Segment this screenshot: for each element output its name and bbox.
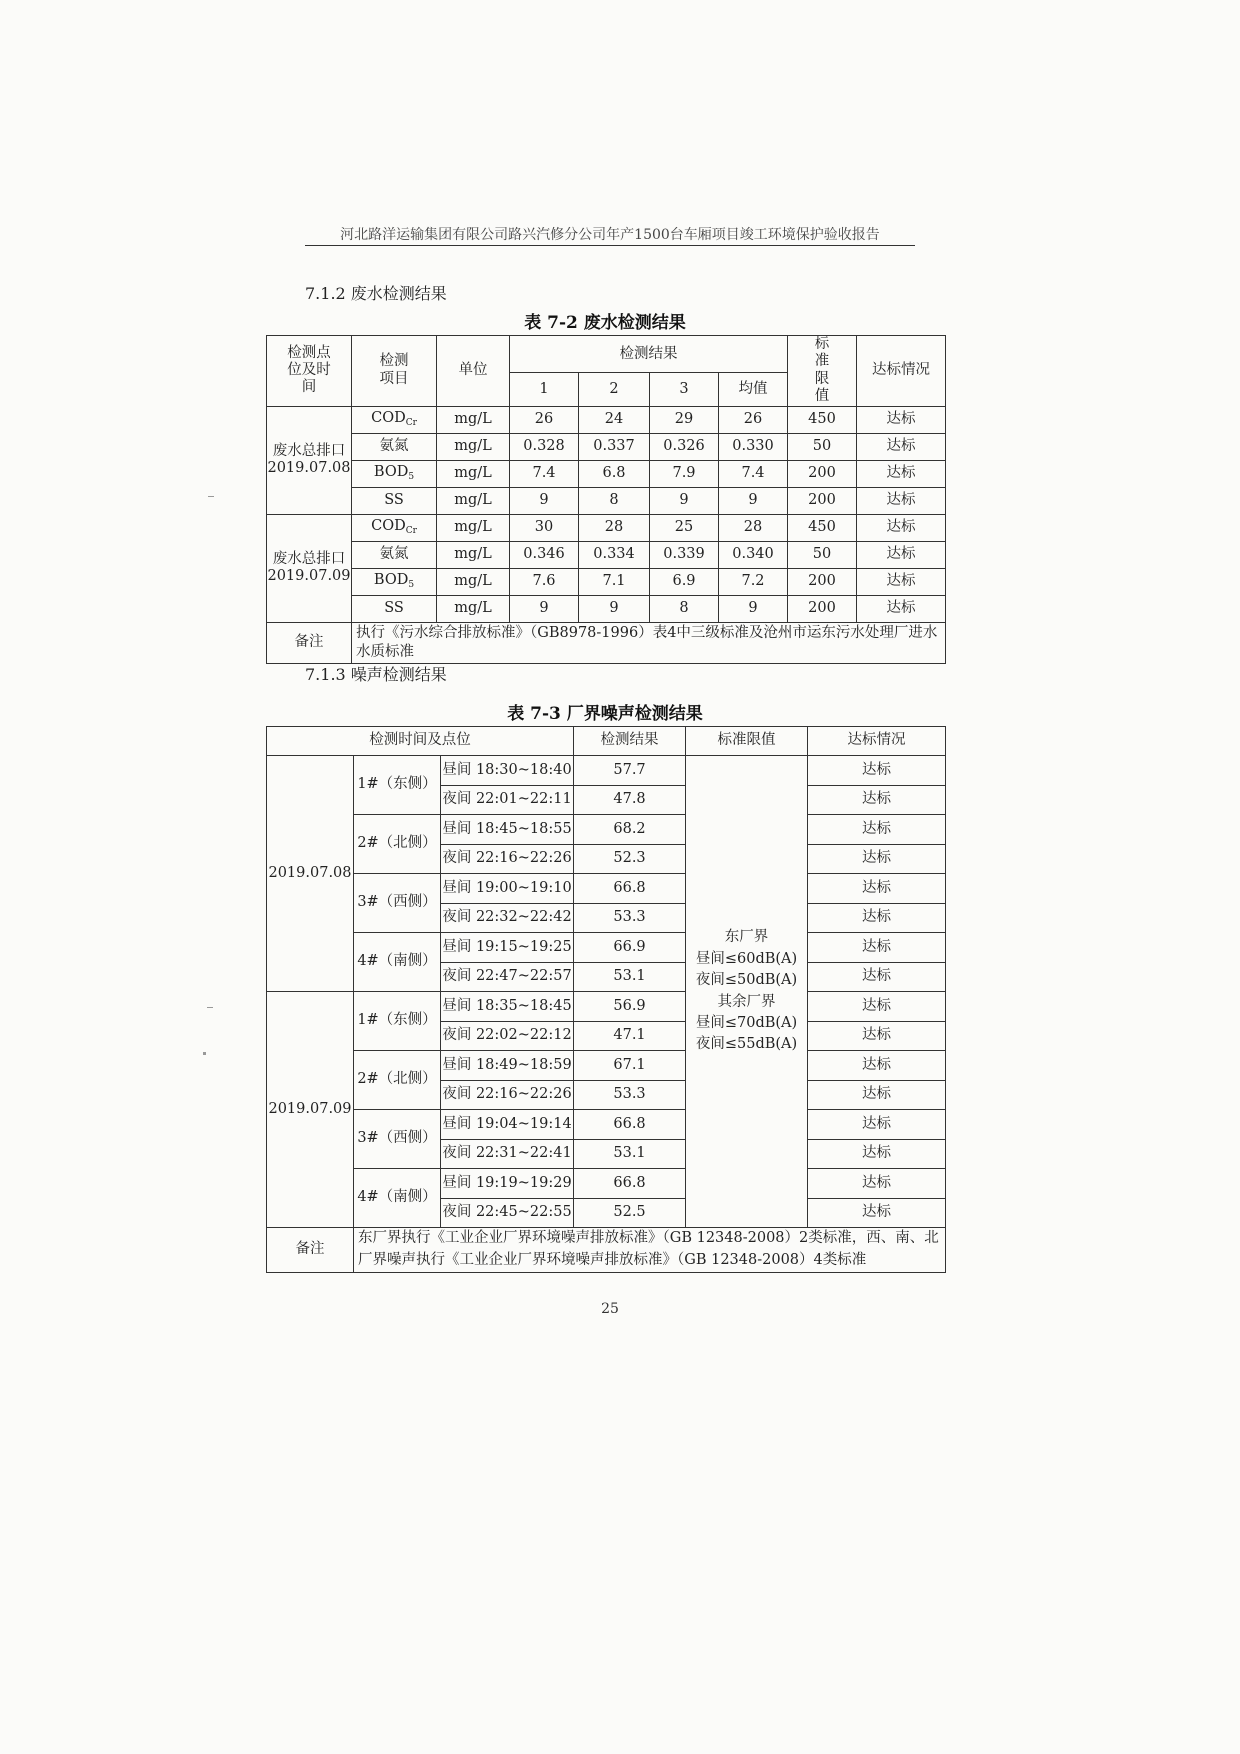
standard-limit-line: 夜间≤55dB(A) — [695, 1036, 798, 1053]
time-cell: 昼间 19:15~19:25 — [441, 933, 574, 963]
table-row — [267, 433, 946, 460]
unit-cell: mg/L — [437, 514, 510, 541]
date-cell: 2019.07.08 — [267, 756, 354, 992]
result-cell: 53.3 — [574, 903, 686, 933]
header-r1: 1 — [510, 373, 579, 406]
item-name: COD — [371, 410, 406, 427]
note-label: 备注 — [267, 1228, 354, 1273]
scan-mark — [208, 496, 214, 497]
result-1-cell: 26 — [510, 406, 579, 433]
time-cell: 昼间 18:30~18:40 — [441, 756, 574, 786]
table-caption-wastewater: 表 7-2 废水检测结果 — [524, 313, 686, 333]
result-2-cell: 0.337 — [579, 433, 650, 460]
header-item: 检测项目 — [352, 336, 437, 407]
time-cell: 夜间 22:02~22:12 — [441, 1021, 574, 1051]
result-cell: 66.8 — [574, 1110, 686, 1140]
status-cell: 达标 — [808, 933, 946, 963]
header-result: 检测结果 — [574, 727, 686, 756]
item-cell — [352, 541, 437, 568]
status-cell: 达标 — [857, 541, 946, 568]
point-cell: 2#（北侧） — [354, 1051, 441, 1110]
table-row — [267, 1110, 946, 1140]
result-1-cell: 0.346 — [510, 541, 579, 568]
status-cell: 达标 — [857, 406, 946, 433]
date-cell: 2019.07.09 — [267, 992, 354, 1228]
limit-cell: 50 — [788, 433, 857, 460]
result-1-cell: 9 — [510, 487, 579, 514]
average-cell: 9 — [719, 595, 788, 622]
noise-table — [266, 726, 946, 1273]
sampling-point-cell — [267, 514, 352, 622]
status-cell: 达标 — [808, 1051, 946, 1081]
status-cell: 达标 — [857, 514, 946, 541]
standard-limit-line: 昼间≤70dB(A) — [695, 1014, 798, 1031]
sample-date: 2019.07.09 — [267, 568, 351, 585]
point-cell: 2#（北侧） — [354, 815, 441, 874]
average-cell: 9 — [719, 487, 788, 514]
status-cell: 达标 — [808, 1198, 946, 1228]
status-cell: 达标 — [808, 1110, 946, 1140]
time-cell: 昼间 19:19~19:29 — [441, 1169, 574, 1199]
item-cell — [352, 406, 437, 433]
result-cell: 53.1 — [574, 1139, 686, 1169]
header-status: 达标情况 — [857, 336, 946, 407]
limit-cell: 50 — [788, 541, 857, 568]
table-row — [267, 595, 946, 622]
status-cell: 达标 — [808, 1169, 946, 1199]
time-cell: 夜间 22:45~22:55 — [441, 1198, 574, 1228]
scan-mark — [203, 1052, 206, 1055]
result-2-cell: 28 — [579, 514, 650, 541]
result-cell: 56.9 — [574, 992, 686, 1022]
header-avg: 均值 — [719, 373, 788, 406]
item-name: BOD — [373, 572, 409, 589]
average-cell: 26 — [719, 406, 788, 433]
average-cell: 7.2 — [719, 568, 788, 595]
time-cell: 夜间 22:47~22:57 — [441, 962, 574, 992]
time-cell: 昼间 18:45~18:55 — [441, 815, 574, 845]
unit-cell: mg/L — [437, 487, 510, 514]
result-3-cell: 8 — [650, 595, 719, 622]
limit-cell: 450 — [788, 514, 857, 541]
point-cell: 4#（南侧） — [354, 933, 441, 992]
note-label: 备注 — [267, 622, 352, 663]
item-name: SS — [384, 599, 404, 616]
average-cell: 0.340 — [719, 541, 788, 568]
time-cell: 夜间 22:16~22:26 — [441, 844, 574, 874]
sample-date: 2019.07.08 — [267, 460, 351, 477]
result-3-cell: 29 — [650, 406, 719, 433]
table-row — [267, 541, 946, 568]
header-status: 达标情况 — [808, 727, 946, 756]
sampling-point-cell — [267, 406, 352, 514]
item-subscript: 5 — [408, 580, 415, 591]
result-2-cell: 24 — [579, 406, 650, 433]
table-row — [267, 406, 946, 433]
average-cell: 7.4 — [719, 460, 788, 487]
item-name: COD — [371, 518, 406, 535]
standard-limit-line: 夜间≤50dB(A) — [695, 972, 798, 989]
page-number: 25 — [601, 1301, 619, 1317]
header-results: 检测结果 — [510, 336, 788, 373]
status-cell: 达标 — [857, 595, 946, 622]
result-2-cell: 6.8 — [579, 460, 650, 487]
result-cell: 47.1 — [574, 1021, 686, 1051]
time-cell: 昼间 18:49~18:59 — [441, 1051, 574, 1081]
header-limit: 标准限值 — [686, 727, 808, 756]
note-text: 东厂界执行《工业企业厂界环境噪声排放标准》（GB 12348-2008）2类标准，西、南、北厂界噪声执行《工业企业厂界环境噪声排放标准》（GB 12348-2008）4类标准 — [354, 1228, 946, 1273]
status-cell: 达标 — [808, 1021, 946, 1051]
item-subscript: Cr — [405, 526, 417, 537]
result-3-cell: 0.326 — [650, 433, 719, 460]
item-cell — [352, 487, 437, 514]
point-cell: 3#（西侧） — [354, 1110, 441, 1169]
status-cell: 达标 — [808, 1139, 946, 1169]
wastewater-table — [266, 335, 946, 664]
average-cell: 28 — [719, 514, 788, 541]
result-1-cell: 7.6 — [510, 568, 579, 595]
limit-cell: 450 — [788, 406, 857, 433]
result-cell: 52.3 — [574, 844, 686, 874]
status-cell: 达标 — [857, 487, 946, 514]
unit-cell: mg/L — [437, 460, 510, 487]
table-caption-noise: 表 7-3 厂界噪声检测结果 — [507, 704, 703, 724]
unit-cell: mg/L — [437, 568, 510, 595]
result-1-cell: 30 — [510, 514, 579, 541]
table-row — [267, 756, 946, 786]
table-row — [267, 1169, 946, 1199]
header-time-point: 检测时间及点位 — [267, 727, 574, 756]
table-row — [267, 460, 946, 487]
table-row — [267, 815, 946, 845]
item-cell — [352, 433, 437, 460]
standard-limit-line: 东厂界 — [724, 929, 769, 946]
standard-limit-line: 昼间≤60dB(A) — [695, 950, 798, 967]
result-cell: 66.8 — [574, 874, 686, 904]
time-cell: 夜间 22:32~22:42 — [441, 903, 574, 933]
limit-cell: 200 — [788, 595, 857, 622]
result-3-cell: 9 — [650, 487, 719, 514]
status-cell: 达标 — [857, 433, 946, 460]
result-cell: 66.8 — [574, 1169, 686, 1199]
result-cell: 66.9 — [574, 933, 686, 963]
result-cell: 68.2 — [574, 815, 686, 845]
item-cell — [352, 514, 437, 541]
time-cell: 夜间 22:31~22:41 — [441, 1139, 574, 1169]
standard-limit-cell — [686, 756, 808, 1228]
scan-mark — [207, 1007, 213, 1008]
unit-cell: mg/L — [437, 433, 510, 460]
result-cell: 47.8 — [574, 785, 686, 815]
header-point: 检测点位及时间 — [267, 336, 352, 407]
limit-cell: 200 — [788, 460, 857, 487]
item-name: 氨氮 — [379, 437, 409, 454]
result-2-cell: 7.1 — [579, 568, 650, 595]
limit-cell: 200 — [788, 568, 857, 595]
point-cell: 1#（东侧） — [354, 992, 441, 1051]
result-3-cell: 0.339 — [650, 541, 719, 568]
status-cell: 达标 — [808, 1080, 946, 1110]
result-3-cell: 25 — [650, 514, 719, 541]
result-2-cell: 8 — [579, 487, 650, 514]
section-heading-noise: 7.1.3 噪声检测结果 — [305, 665, 447, 684]
header-unit: 单位 — [437, 336, 510, 407]
report-header: 河北路洋运输集团有限公司路兴汽修分公司年产1500台车厢项目竣工环境保护验收报告 — [340, 227, 880, 243]
time-cell: 夜间 22:16~22:26 — [441, 1080, 574, 1110]
time-cell: 夜间 22:01~22:11 — [441, 785, 574, 815]
time-cell: 昼间 19:00~19:10 — [441, 874, 574, 904]
result-cell: 57.7 — [574, 756, 686, 786]
table-row — [267, 874, 946, 904]
result-2-cell: 9 — [579, 595, 650, 622]
result-cell: 53.1 — [574, 962, 686, 992]
table-row — [267, 487, 946, 514]
status-cell: 达标 — [808, 962, 946, 992]
unit-cell: mg/L — [437, 406, 510, 433]
point-cell: 3#（西侧） — [354, 874, 441, 933]
result-3-cell: 6.9 — [650, 568, 719, 595]
header-rule — [305, 245, 915, 246]
time-cell: 昼间 19:04~19:14 — [441, 1110, 574, 1140]
item-subscript: Cr — [405, 418, 417, 429]
point-cell: 1#（东侧） — [354, 756, 441, 815]
status-cell: 达标 — [808, 844, 946, 874]
site-name: 废水总排口 — [272, 550, 346, 567]
unit-cell: mg/L — [437, 595, 510, 622]
limit-cell: 200 — [788, 487, 857, 514]
header-r3: 3 — [650, 373, 719, 406]
unit-cell: mg/L — [437, 541, 510, 568]
time-cell: 昼间 18:35~18:45 — [441, 992, 574, 1022]
table-row — [267, 1051, 946, 1081]
table-row — [267, 933, 946, 963]
result-1-cell: 9 — [510, 595, 579, 622]
status-cell: 达标 — [857, 460, 946, 487]
result-3-cell: 7.9 — [650, 460, 719, 487]
item-cell — [352, 568, 437, 595]
table-row — [267, 568, 946, 595]
header-limit: 标准限值 — [788, 336, 857, 407]
status-cell: 达标 — [808, 992, 946, 1022]
status-cell: 达标 — [857, 568, 946, 595]
table-row — [267, 514, 946, 541]
note-text: 执行《污水综合排放标准》（GB8978-1996）表4中三级标准及沧州市运东污水处理厂进水水质标准 — [352, 622, 946, 663]
status-cell: 达标 — [808, 903, 946, 933]
result-cell: 53.3 — [574, 1080, 686, 1110]
result-cell: 52.5 — [574, 1198, 686, 1228]
item-name: SS — [384, 491, 404, 508]
result-1-cell: 0.328 — [510, 433, 579, 460]
average-cell: 0.330 — [719, 433, 788, 460]
item-name: BOD — [373, 464, 409, 481]
status-cell: 达标 — [808, 756, 946, 786]
status-cell: 达标 — [808, 815, 946, 845]
table-row — [267, 992, 946, 1022]
item-name: 氨氮 — [379, 545, 409, 562]
item-subscript: 5 — [408, 472, 415, 483]
status-cell: 达标 — [808, 874, 946, 904]
status-cell: 达标 — [808, 785, 946, 815]
standard-limit-line: 其余厂界 — [717, 993, 776, 1010]
result-cell: 67.1 — [574, 1051, 686, 1081]
header-r2: 2 — [579, 373, 650, 406]
item-cell — [352, 460, 437, 487]
result-2-cell: 0.334 — [579, 541, 650, 568]
point-cell: 4#（南侧） — [354, 1169, 441, 1228]
item-cell — [352, 595, 437, 622]
site-name: 废水总排口 — [272, 442, 346, 459]
result-1-cell: 7.4 — [510, 460, 579, 487]
section-heading-wastewater: 7.1.2 废水检测结果 — [305, 284, 447, 303]
